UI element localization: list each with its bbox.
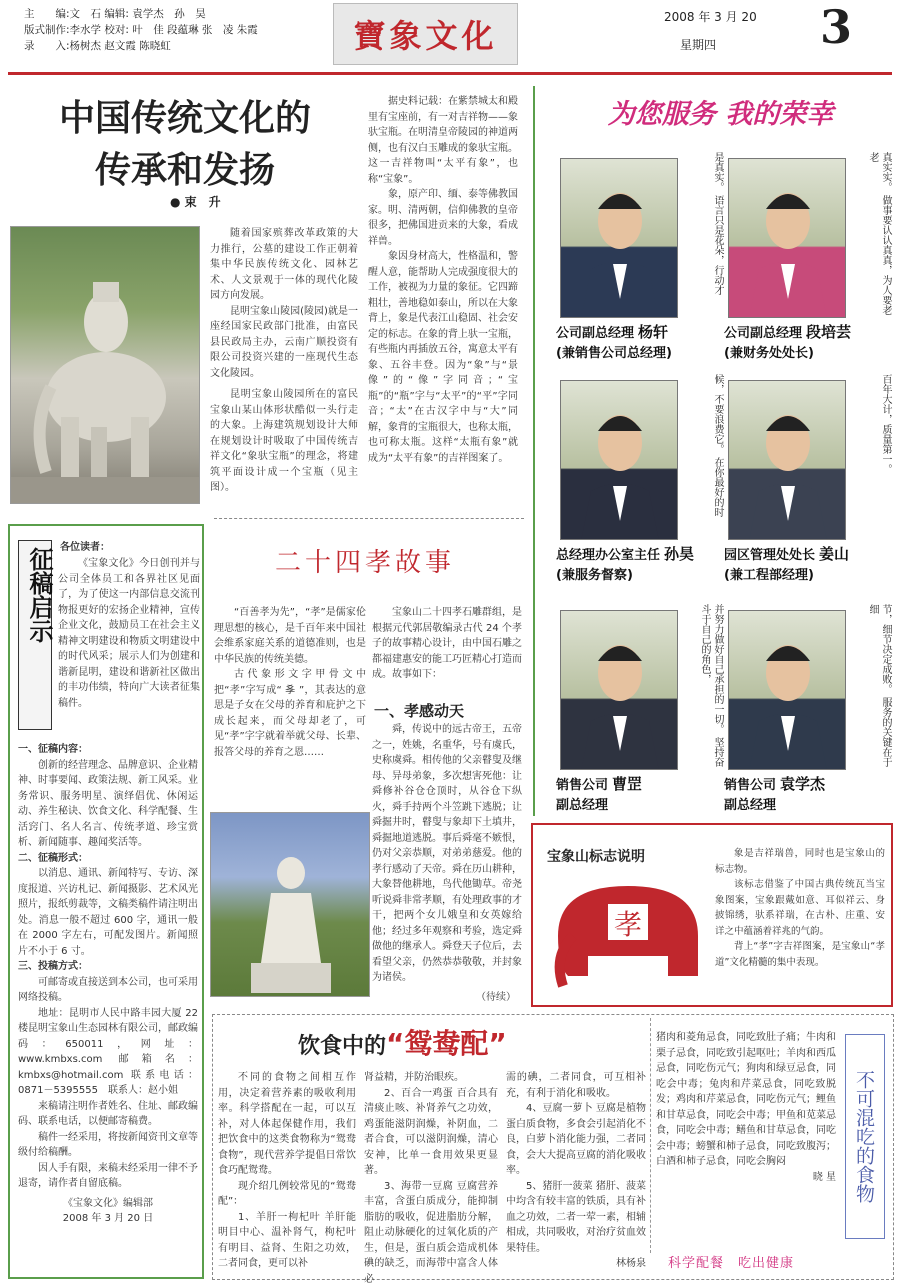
story-body: 舜，传说中的远古帝王，五帝之一，姓姚，名重华，号有虞氏，史称虞舜。相传他的父亲瞽叟及继母、异母弟象，多次想害死他：让舜修补谷仓仓顶时，从谷仓下纵火，舜手持两个斗笠跳下逃脱；让舜掘井时，瞽叟与象却下土填井，舜掘地道逃脱。事后舜毫不嫉恨，仍对父亲恭顺，对弟弟慈爱。他的孝行感动了天帝。舜在历山耕种，大象替他耕地，鸟代他锄草。帝尧听说舜非常孝顺，有处理政事的才干，把两个女儿娥皇和女英嫁给他；经过多年观察和考验，选定舜做他的继承人。舜登天子位后，去看望父亲，仍然恭恭敬敬，并封象为诸侯。 (372, 722, 522, 986)
filial-p3: 宝象山二十四孝石雕群组，是根据元代郭居敬编录古代 24 个孝子的故事精心设计，由中国石雕之都福建惠安的能工巧匠精心打造而成。故事如下： (372, 605, 522, 683)
diet-c2c: 3、海带一豆腐 豆腐营养丰富，含蛋白质成分，能抑制脂肪的吸收，促进脂肪分解，阻止动脉硬化的过氧化质的产生，但是，蛋白质会造成机体碘的缺乏，而海带中富含人体必 (364, 1179, 498, 1287)
shun-statue-photo (210, 812, 370, 997)
staff-caption (556, 544, 724, 586)
staff-quote: 百年大计，质量第一。 (852, 374, 892, 544)
solicit-s1-body: 创新的经营理念、品牌意识、企业精神、时事要闻、政策法规、新工风采。业务常识、服务明星、演绎倡优、休闲运动、养生秘诀、饮食文化、科学配餐、生活窍门、名人名言、传统孝道、珍宝赏析、新闻随事、趣闻奖活等。 (18, 758, 198, 851)
elephant-logo-icon (548, 876, 708, 994)
staff-photo (560, 158, 678, 318)
staff-subtitle: (兼服务督察) (556, 566, 724, 586)
staff-name: 孙昊 (664, 545, 694, 563)
article-p2: 昆明宝象山陵园(陵园)就是一座经国家民政部门批准，由富民县民政局主办，云南广顺投资有限公司投资兴建的一座现代生态文化陵园。 (210, 304, 358, 382)
solicit-s2-body: 以消息、通讯、新闻特写、专访、深度报道、兴访札记、新闻摄影、艺术风光照片，报纸剪裁等，文稿类稿件请注明出处。消息一般不超过 600 字，通讯一般在 2000 字左右，可配发图片。新闻照片不小于 6 寸。 (18, 866, 198, 959)
issue-date: 2008 年 3 月 20 (664, 8, 757, 25)
elephant-statue-photo (10, 226, 200, 504)
staff-subtitle: (兼工程部经理) (724, 566, 892, 586)
staff-name: 曹罡 (612, 775, 642, 793)
emblem-p3: 背上“孝”字吉祥图案，是宝象山“孝道”文化精髓的集中表现。 (715, 939, 885, 970)
story-title: 一、孝感动天 (374, 700, 464, 721)
page-number: 3 (820, 0, 852, 54)
diet-c4: 猪肉和菱角忌食，同吃致肚子痛；牛肉和栗子忌食，同吃致引起呕吐；羊肉和西瓜忌食，同吃伤元气；狗肉和绿豆忌食，同吃会中毒；兔肉和芹菜忌食，同吃致脱发；鸡肉和芹菜忌食，同吃伤元气；鲤鱼和甘草忌食，同吃会中毒；甲鱼和苋菜忌食，同吃会中毒；鳝鱼和甘草忌食，同吃会中毒；螃蟹和柿子忌食，同吃致腹泻；白酒和柿子忌食，同吃会胸闷 (656, 1030, 836, 1170)
staff-title: 园区管理处处长 (724, 548, 815, 563)
diet-col4 (656, 1030, 836, 1185)
solicit-s3-body3: 来稿请注明作者姓名、住址、邮政编码、联系电话，以便邮寄稿费。 (18, 1099, 198, 1130)
diet-c1c: 1、羊肝一枸杞叶 羊肝能明目中心、温补肾气，枸杞叶有明目、益肾、生阳之功效，二者同食，更可以补 (218, 1210, 356, 1272)
article-col2 (368, 94, 518, 466)
staff-caption (724, 544, 892, 586)
emblem-p1: 象是吉祥瑞兽，同时也是宝象山的标志物。 (715, 846, 885, 877)
diet-side-title: 不可混吃的食物 (845, 1034, 885, 1239)
emblem-text (715, 846, 885, 970)
credit-line-1: 主 编:文 石 编辑: 袁学杰 孙 昊 (24, 6, 324, 22)
staff-photo (728, 158, 846, 318)
staff-photo (560, 380, 678, 540)
filial-rule (214, 518, 524, 519)
staff-subtitle: (兼销售公司总经理) (556, 344, 724, 364)
diet-col2 (364, 1070, 498, 1287)
diet-title (298, 1022, 507, 1062)
article-p6: 象因身材高大，性格温和，警醒人意，能帮助人完成强度很大的工作，被视为力量的象征。它四蹄粗壮，善地稳如泰山，所以在大象背上，象是代表江山稳固、社会安定的标志。在象的背上驮一宝瓶，有些瓶内再插放五谷，寓意太平有象、五谷丰登。因为“象”与“景像”的“像”字同音；“宝瓶”的“瓶”字与“太平”的“平”字同音；“太”在古汉字中与“大”同解，象背的宝瓶很大，也称太瓶，也可称太瓶。这样“太瓶有象”就成为“太平有象”的吉祥图案了。 (368, 249, 518, 466)
diet-col1 (218, 1070, 356, 1272)
staff-photo (728, 610, 846, 770)
diet-title-prefix: 饮食中的 (298, 1034, 386, 1059)
diet-c1b: 现介绍几例较常见的“鸳鸯配”： (218, 1179, 356, 1210)
staff-name: 段培芸 (806, 323, 851, 341)
staff-name: 姜山 (819, 545, 849, 563)
article-author: ● 束 升 (170, 193, 221, 210)
filial-p2: 古代象形文字甲骨文中把“孝”字写成“ 𡥈 ”，其表达的意思是子女在父母的养育和庇护之下成长起来，而父母却老了，可见“孝”字字就着举就父母、长辈、报答父母的养育之恩…… (214, 667, 366, 760)
story-continued: （待续） (476, 990, 516, 1006)
diet-c4-author: 晓 星 (656, 1170, 836, 1186)
staff-subtitle: 副总经理 (724, 796, 892, 816)
emblem-title: 宝象山标志说明 (547, 846, 645, 866)
staff-subtitle: (兼财务处处长) (724, 344, 892, 364)
solicit-sign2: 2008 年 3 月 20 日 (18, 1211, 198, 1227)
staff-title: 销售公司 (724, 778, 776, 793)
article-title (20, 92, 350, 196)
diet-c3b: 4、豆腐一萝卜 豆腐是植物蛋白质食物，多食会引起消化不良，白萝卜消化能力强，二者同食，会大大提高豆腐的消化吸收率。 (506, 1101, 646, 1179)
staff-title: 公司副总经理 (724, 326, 802, 341)
staff-quote: 是真实。 语言只是花朵，行动才 (684, 152, 724, 322)
credit-line-2: 版式制作:李水学 校对: 叶 佳 段蕴琳 张 凌 朱霞 (24, 22, 324, 38)
staff-photo (560, 610, 678, 770)
diet-c1: 不同的食物之间相互作用，决定着营养素的吸收利用率。科学搭配在一起，可以互补，对人体起保健作用，我们把饮食中的这类食物称为“鸳鸯食物”，现代营养学提倡日常饮食巧配鸳鸯。 (218, 1070, 356, 1179)
staff-title: 公司副总经理 (556, 326, 634, 341)
service-divider (533, 86, 535, 816)
svg-text:孝: 孝 (614, 908, 642, 941)
staff-caption (724, 774, 892, 816)
diet-c3-author: 林杨泉 (506, 1256, 646, 1272)
filial-title: 二十四孝故事 (240, 542, 490, 579)
article-p5: 象，原产印、缅、泰等佛教国家。明、清两朝，信仰佛教的皇帝很多，把佛国进贡来的大象，看成祥兽。 (368, 187, 518, 249)
diet-footer: 科学配餐 吃出健康 (668, 1252, 794, 1271)
diet-c2b: 2、百合一鸡蛋 百合具有清痰止咳、补肾养气之功效，鸡蛋能滋阴润燥，补阴血，二者合食，可以滋阴润燥，清心安神，比单一食用效果更显著。 (364, 1086, 498, 1179)
staff-title: 总经理办公室主任 (556, 548, 660, 563)
solicit-greeting: 各位读者： (60, 540, 198, 556)
staff-quote: 真实实。 做事要认认真真，为人要老老 (852, 152, 892, 322)
newspaper-logo: 寶象文化 (333, 3, 518, 65)
staff-name: 袁学杰 (780, 775, 825, 793)
staff-quote: 并努力做好自己承担的一切。 坚持奋斗于自己的角色， (684, 604, 724, 774)
issue-weekday: 星期四 (680, 36, 716, 53)
solicit-s3-body1: 可邮寄或直接送到本公司，也可采用网络投稿。 (18, 975, 198, 1006)
article-p3: 昆明宝象山陵园所在的富民宝象山某山体形状酷似一头行走的大象。上海建筑规划设计大师在规划设计时吸取了中国传统吉祥文化“象驮宝瓶”的理念，将建筑平面设计成一个宝瓶（见主图）。 (210, 387, 358, 496)
solicit-s1-head: 一、征稿内容： (18, 742, 198, 758)
solicit-s3-body4: 稿件一经采用，将按新闻资刊文章等级付给稿酬。 (18, 1130, 198, 1161)
solicit-s2-head: 二、征稿形式： (18, 851, 198, 867)
diet-c3: 需的碘，二者同食，可互相补充，有利于消化和吸收。 (506, 1070, 646, 1101)
diet-title-highlight: “鸳鸯配” (386, 1027, 507, 1060)
diet-col3 (506, 1070, 646, 1272)
solicit-sign1: 《宝象文化》编辑部 (18, 1196, 198, 1212)
article-title-line1: 中国传统文化的 (20, 92, 350, 144)
staff-photo (728, 380, 846, 540)
service-title: 为您服务 我的荣幸 (548, 92, 893, 131)
staff-title: 销售公司 (556, 778, 608, 793)
credit-line-3: 录 入:杨树杰 赵文霞 陈晓虹 (24, 38, 324, 54)
staff-caption (556, 774, 724, 816)
solicit-intro: 《宝象文化》今日创刊并与公司全体员工和各界社区见面了，为了使这一内部信息交流刊物报更好的宏扬企业精神，宣传企业文化，鼓励员工在社会主义精神文明建设和物质文明建设中的时代风采；展示人们为创建和谐新昆明，建设和谐新社区做出的丰功伟绩，特向广大读者征集稿件。 (58, 556, 200, 711)
filial-col1 (214, 605, 366, 760)
solicit-body (18, 742, 198, 1227)
staff-caption (724, 322, 892, 364)
solicit-s3-body2: 地址：昆明市人民中路丰园大厦 22 楼昆明宝象山生态园林有限公司，邮政编码：650011，网址：www.kmbxs.com 邮箱名：kmbxs@hotmail.com 联系电话：0871－5395555 联系人：赵小姐 (18, 1006, 198, 1099)
article-col1 (210, 226, 358, 496)
diet-divider (650, 1018, 651, 1253)
article-p1: 随着国家殡葬改革政策的大力推行，公墓的建设工作正朝着集中华民族传统文化、园林艺术、人文景观于一体的现代化陵园方向发展。 (210, 226, 358, 304)
diet-c2: 肾益精，并防治眼疾。 (364, 1070, 498, 1086)
staff-quote: 节，细节决定成败。 服务的关键在于细 (852, 604, 892, 774)
staff-quote: 候，不要浪费它。 在你最好的时 (684, 374, 724, 544)
solicit-title: 征稿启示 (19, 547, 59, 643)
solicit-s3-body5: 因人手有限，来稿未经采用一律不予退寄，请作者自留底稿。 (18, 1161, 198, 1192)
diet-c3c: 5、猪肝一菠菜 猪肝、菠菜中均含有较丰富的铁质，具有补血之功效，二者一荤一素，相辅相成，共同吸收，对治疗贫血效果特佳。 (506, 1179, 646, 1257)
staff-name: 杨轩 (638, 323, 668, 341)
header-rule (8, 72, 892, 75)
staff-caption (556, 322, 724, 364)
article-p4: 据史料记载：在紫禁城太和殿里有宝座前，有一对吉祥物——象驮宝瓶。在明清皇帝陵园的神道两侧，也有汉白玉雕成的象驮宝瓶。这一吉祥物叫“太平有象”，也称“宝象”。 (368, 94, 518, 187)
masthead-credits (24, 6, 324, 54)
emblem-p2: 该标志借鉴了中国古典传统瓦当宝象图案，宝象跟戴如意、耳似祥云、身披锦绣，驮系祥瑞，在古朴、庄重、安详之中蕴涵着祥兆的气韵。 (715, 877, 885, 939)
solicit-s3-head: 三、投稿方式： (18, 959, 198, 975)
article-title-line2: 传承和发扬 (20, 144, 350, 196)
solicit-title-box (18, 540, 52, 730)
staff-subtitle: 副总经理 (556, 796, 724, 816)
filial-p1: “百善孝为先”，“孝”是儒家伦理思想的核心，是千百年来中国社会维系家庭关系的道德准则，也是中华民族的传统美德。 (214, 605, 366, 667)
